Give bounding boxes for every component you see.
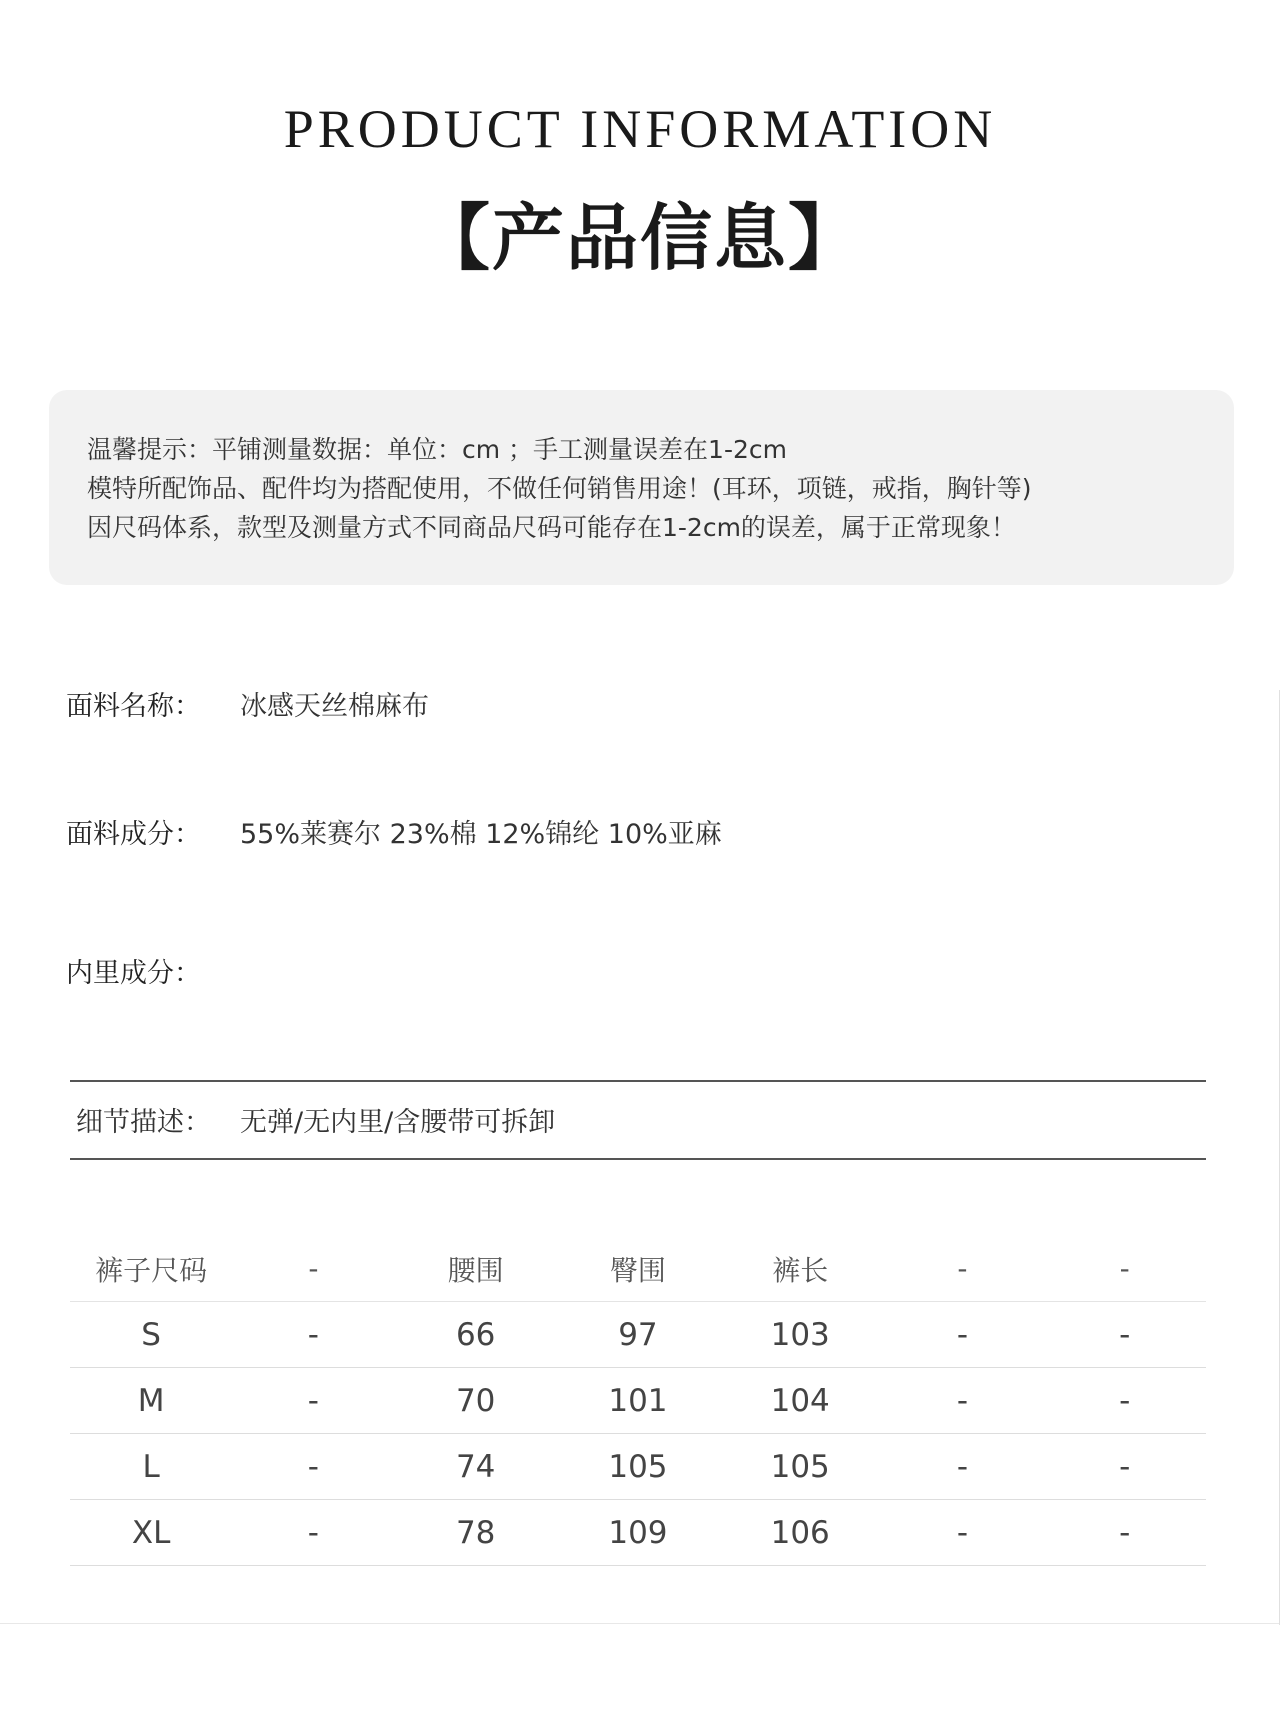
size-table	[70, 1236, 1206, 1566]
detail-row	[76, 1100, 555, 1139]
table-cell: -	[956, 1448, 969, 1485]
hip-cell: 101	[608, 1382, 668, 1419]
size-cell: L	[142, 1448, 160, 1485]
size-cell: XL	[131, 1514, 171, 1551]
detail-divider-top	[70, 1080, 1206, 1082]
length-cell: 103	[770, 1316, 830, 1353]
header-cell: -	[308, 1252, 319, 1285]
fabric-name-label: 面料名称：	[66, 691, 201, 722]
table-row	[70, 1368, 1206, 1434]
size-table-header	[70, 1236, 1206, 1302]
length-cell: 104	[770, 1382, 830, 1419]
header-cell: 腰围	[447, 1253, 504, 1287]
table-cell: -	[307, 1448, 319, 1485]
notice-box	[49, 390, 1234, 585]
notice-line-measurement: 温馨提示：平铺测量数据：单位：cm ；手工测量误差在1-2cm	[87, 435, 787, 464]
table-row	[70, 1500, 1206, 1566]
size-cell: M	[137, 1382, 165, 1419]
table-cell: -	[956, 1382, 969, 1419]
waist-cell: 66	[455, 1316, 496, 1353]
header-cell: -	[957, 1252, 968, 1285]
table-cell: -	[1119, 1382, 1131, 1419]
fabric-composition-value: 55%莱赛尔 23%棉 12%锦纶 10%亚麻	[240, 819, 722, 850]
table-cell: -	[1119, 1448, 1131, 1485]
header-cell: 裤长	[772, 1253, 829, 1287]
fabric-composition-row	[66, 812, 722, 851]
page-title-cn: 【产品信息】	[417, 195, 862, 280]
waist-cell: 70	[455, 1382, 496, 1419]
fabric-name-row	[66, 684, 429, 723]
notice-line-accessories: 模特所配饰品、配件均为搭配使用，不做任何销售用途！(耳环，项链，戒指，胸针等)	[87, 474, 1032, 503]
size-cell: S	[141, 1316, 161, 1353]
footer-divider	[0, 1623, 1280, 1624]
header-cell: 裤子尺码	[95, 1253, 208, 1287]
hip-cell: 109	[608, 1514, 668, 1551]
table-cell: -	[1119, 1316, 1131, 1353]
hip-cell: 97	[618, 1316, 658, 1353]
waist-cell: 78	[455, 1514, 496, 1551]
table-cell: -	[307, 1382, 319, 1419]
table-cell: -	[307, 1514, 319, 1551]
table-cell: -	[956, 1316, 969, 1353]
table-row	[70, 1302, 1206, 1368]
detail-value: 无弹/无内里/含腰带可拆卸	[240, 1107, 556, 1138]
length-cell: 106	[770, 1514, 830, 1551]
table-cell: -	[307, 1316, 319, 1353]
lining-label: 内里成分：	[66, 958, 201, 989]
length-cell: 105	[770, 1448, 830, 1485]
lining-row	[66, 951, 240, 990]
table-cell: -	[1119, 1514, 1131, 1551]
fabric-name-value: 冰感天丝棉麻布	[240, 691, 429, 722]
notice-line-size-error: 因尺码体系，款型及测量方式不同商品尺码可能存在1-2cm的误差，属于正常现象！	[87, 513, 1016, 542]
hip-cell: 105	[608, 1448, 668, 1485]
fabric-composition-label: 面料成分：	[66, 819, 201, 850]
detail-divider-bottom	[70, 1158, 1206, 1160]
table-cell: -	[956, 1514, 969, 1551]
header-cell: -	[1119, 1252, 1130, 1285]
waist-cell: 74	[455, 1448, 496, 1485]
detail-label: 细节描述：	[76, 1107, 211, 1138]
page-title-en: PRODUCT INFORMATION	[283, 99, 997, 159]
header-cell: 臀围	[609, 1253, 666, 1287]
table-row	[70, 1434, 1206, 1500]
